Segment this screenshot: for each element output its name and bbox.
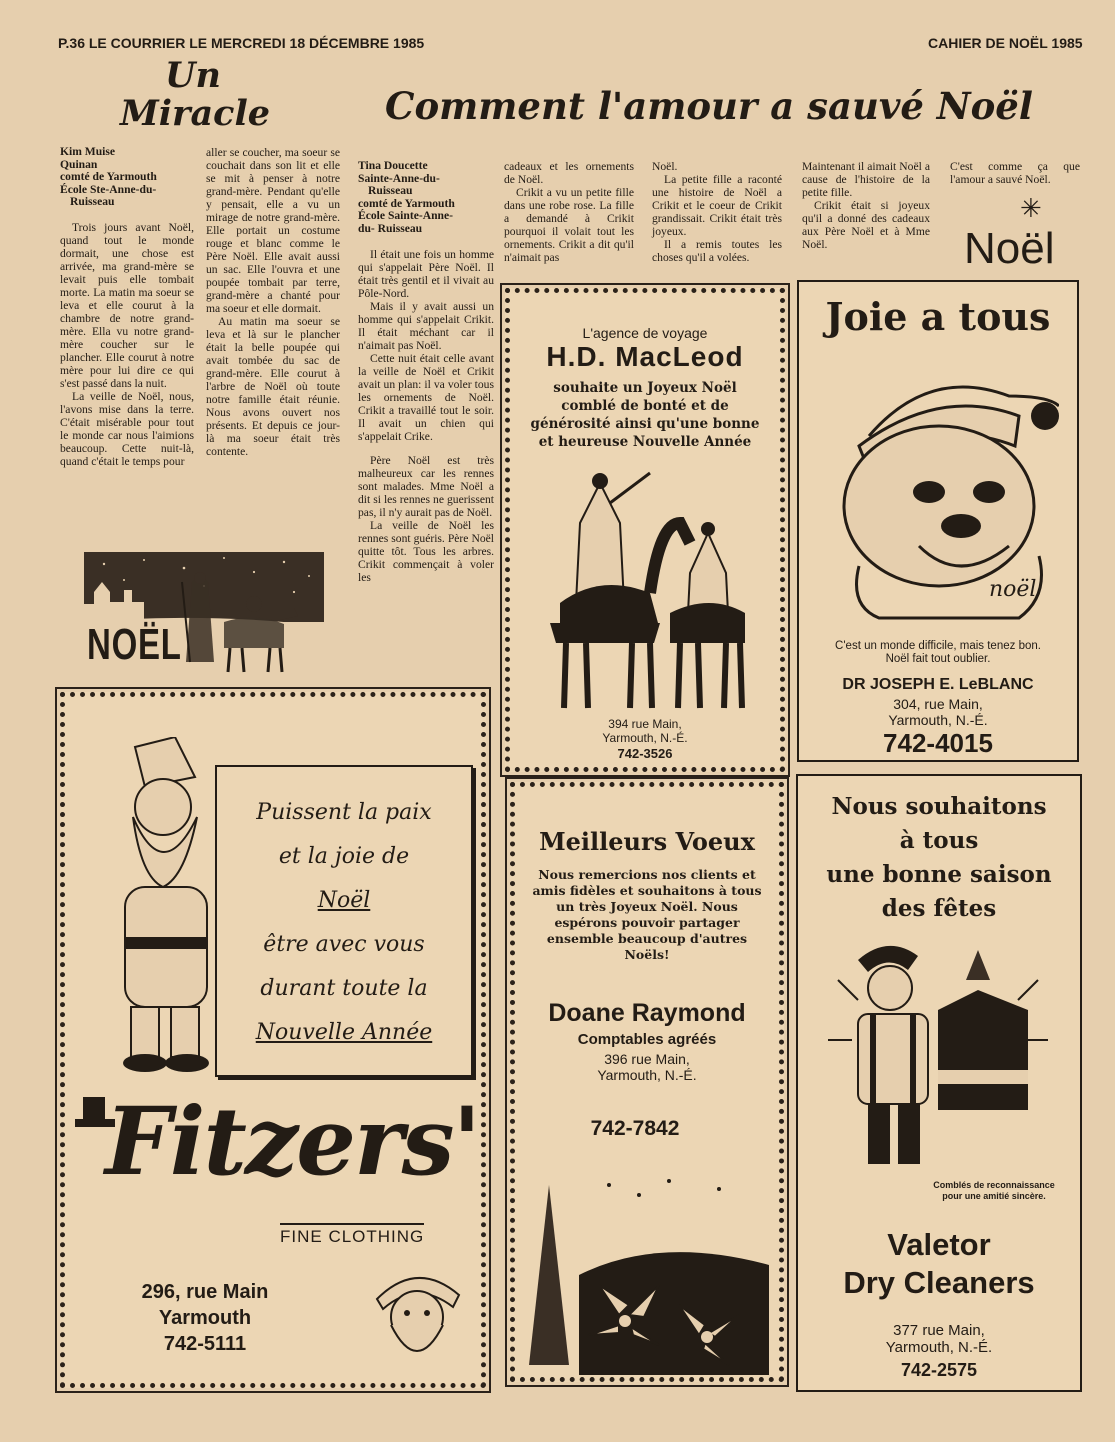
message-line: espérons pouvoir partager xyxy=(554,915,740,930)
paragraph: aller se coucher, ma soeur se couchait dans son lit et elle se mit à penser à notre grand-mère. Pendant qu'elle y pensait, elle a vu un mirage de notre grand-mère. Elle portait un costume rouge et blanc comme le Père Noël. Elle avait aussi un sac. Elle l'ouvra et une poupée tombait par terre, grand-mère a chanté pour ma soeur et elle dormait. xyxy=(206,146,340,315)
address-line: 396 rue Main, xyxy=(604,1051,690,1067)
page-header-right: CAHIER DE NOËL 1985 xyxy=(928,35,1083,51)
message-line: amis fidèles et souhaitons à tous xyxy=(532,883,762,898)
three-kings-illustration xyxy=(540,463,750,713)
ad-fitzers xyxy=(60,692,486,1388)
title-line: à tous xyxy=(899,827,979,854)
article1-column2 xyxy=(206,146,340,458)
address-line: 394 rue Main, xyxy=(608,717,682,731)
article2-column4 xyxy=(802,160,930,251)
paragraph: Cette nuit était celle avant la veille de Noël et Crikit avait un plan: il va voler tous les ornements de Noël. Crikit a travaillé tout le soir. Il avait un chien qui s'appelait Crike. xyxy=(358,351,494,443)
byline-line: Sainte-Anne-du- xyxy=(358,171,440,185)
byline-line: Quinan xyxy=(60,157,98,171)
address-line: 296, rue Main xyxy=(141,1281,269,1303)
santa-illustration xyxy=(105,737,225,1077)
message-line: Noëls! xyxy=(624,947,670,962)
message-line: Nous remercions nos clients et xyxy=(538,867,756,882)
star-icon: ✳ xyxy=(1020,194,1042,224)
article1-column1 xyxy=(60,146,194,468)
poinsettia-illustration xyxy=(519,1165,775,1375)
caption-line: Noël fait tout oublier. xyxy=(885,653,991,665)
bulldog-illustration xyxy=(819,356,1059,624)
message-line: un très Joyeux Noël. Nous xyxy=(556,899,738,914)
svg-text:noël: noël xyxy=(989,577,1037,602)
paragraph: La petite fille a raconté une histoire de Noël a Crikit et le coeur de Crikit grandissait. Crikit était très joyeux. xyxy=(652,173,782,238)
article2-byline xyxy=(358,160,494,236)
ad-macleod xyxy=(505,288,785,772)
ad-valetor-address xyxy=(798,1322,1080,1356)
message-line: Puissent la paix xyxy=(256,800,432,825)
article2-column3 xyxy=(652,160,782,264)
name-line: Valetor xyxy=(887,1227,991,1262)
paragraph: Père Noël est très malheureux car les rennes sont malades. Mme Noël a dit si les rennes ne guerissent pas, il n'y aurait pas de Noël. xyxy=(358,453,494,519)
message-line: comblé de bonté et de xyxy=(561,398,729,414)
ad-valetor-phone: 742-2575 xyxy=(900,1360,978,1380)
ad-macleod-message xyxy=(510,379,780,451)
message-line: ensemble beaucoup d'autres xyxy=(546,931,748,946)
fitzers-phone: 742-5111 xyxy=(163,1333,247,1355)
byline-line: Ruisseau xyxy=(70,195,115,209)
paragraph: cadeaux et les ornements de Noël. xyxy=(504,160,634,186)
address-line: 377 rue Main, xyxy=(893,1322,985,1339)
message-line: et la joie de xyxy=(278,844,410,869)
title-line: une bonne saison xyxy=(826,861,1052,888)
article1-byline xyxy=(60,146,194,209)
byline-line: comté de Yarmouth xyxy=(60,170,157,184)
name-line: Dry Cleaners xyxy=(843,1265,1035,1300)
address-line: 304, rue Main, xyxy=(893,696,983,712)
address-line: Yarmouth, N.-É. xyxy=(597,1067,697,1083)
ad-macleod-phone: 742-3526 xyxy=(617,746,673,761)
page-header-left: P.36 LE COURRIER LE MERCREDI 18 DÉCEMBRE 1985 xyxy=(58,35,425,51)
paragraph: C'est comme ça que l'amour a sauvé Noël. xyxy=(950,160,1080,186)
ad-doane-message xyxy=(515,867,779,963)
caption-line: pour une amitié sincère. xyxy=(942,1191,1046,1201)
article1-title-line2: Miracle xyxy=(120,93,271,134)
ad-macleod-name: H.D. MacLeod xyxy=(546,341,744,372)
message-line: durant toute la xyxy=(260,976,428,1001)
byline-line: École Sainte-Anne- xyxy=(358,209,453,223)
ad-doane-title: Meilleurs Voeux xyxy=(539,827,755,856)
paragraph: La veille de Noël, nous, l'avons mise dans la terre. C'était misérable pour tout le monde car nous l'aimions beaucoup. Cette nuit-là, quand c'était le temps pour xyxy=(60,389,194,468)
ad-doane-phone: 742-7842 xyxy=(590,1117,680,1140)
byline-line: École Ste-Anne-du- xyxy=(60,182,157,196)
ad-valetor xyxy=(796,774,1082,1392)
fitzers-subtitle: FINE CLOTHING xyxy=(280,1223,424,1247)
ad-macleod-line1: L'agence de voyage xyxy=(582,325,708,341)
top-hat-icon xyxy=(75,1095,105,1131)
message-line: souhaite un Joyeux Noël xyxy=(553,380,737,396)
ad-doane-subtitle: Comptables agréés xyxy=(577,1031,717,1048)
fitzers-address xyxy=(105,1279,305,1331)
ad-doane xyxy=(510,782,784,1382)
byline-line: Ruisseau xyxy=(368,184,413,198)
paragraph: Maintenant il aimait Noël a cause de l'histoire de la petite fille. xyxy=(802,160,930,199)
caption-line: Comblés de reconnaissance xyxy=(933,1180,1055,1190)
noel-logo: Noël xyxy=(964,224,1055,273)
paragraph: Mais il y avait aussi un homme qui s'appelait Crikit. Il était méchant car il n'aimait pas Noël. xyxy=(358,299,494,352)
paragraph: Crikit était si joyeux qu'il a donné des cadeaux aux Père Noël et à Mme Noël. xyxy=(802,199,930,251)
address-line: Yarmouth, N.-É. xyxy=(885,1339,993,1356)
paragraph: Trois jours avant Noël, quand tout le monde dormait, une chose est arrivée, ma grand-mère se levait puis elle tombait morte. La matin ma soeur se leva et elle courut à la chambre de notre grand-mère. Ella vu notre grand-mère coucher sur le plancher. Elle courut à notre mère pour lui dire ce qui s'est passé dans la nuit. xyxy=(60,220,194,390)
message-line: générosité ainsi qu'une bonne xyxy=(530,416,760,432)
article2-title: Comment l'amour a sauvé Noël xyxy=(385,84,1033,128)
paragraph: Crikit a vu un petite fille dans une robe rose. La fille a demandé à Crikit pourquoi il volait tout les ornements. Crikit a dit qu'il n'aimait pas xyxy=(504,186,634,264)
message-line: être avec vous xyxy=(263,932,425,957)
ad-doane-name: Doane Raymond xyxy=(548,999,746,1027)
paragraph: Noël. xyxy=(652,160,678,173)
ad-leblanc xyxy=(797,280,1079,762)
ad-leblanc-phone: 742-4015 xyxy=(883,728,993,758)
santa-face-illustration xyxy=(367,1259,467,1369)
ad-valetor-caption xyxy=(910,1180,1078,1202)
paragraph: Il a remis toutes les choses qu'il a volées. xyxy=(652,238,782,264)
message-line: et heureuse Nouvelle Année xyxy=(538,434,752,450)
title-line: Nous souhaitons xyxy=(831,793,1047,820)
message-line: Nouvelle Année xyxy=(255,1020,433,1045)
caption-line: C'est un monde difficile, mais tenez bon. xyxy=(835,640,1041,652)
paragraph: La veille de Noël les rennes sont guéris. Père Noël quitte tôt. Tous les arbres. Crikit commençait à voler les xyxy=(358,518,494,584)
address-line: Yarmouth, N.-É. xyxy=(888,712,988,728)
byline-line: du- Ruisseau xyxy=(358,221,423,235)
ad-leblanc-address xyxy=(799,696,1077,728)
ad-macleod-address xyxy=(510,717,780,745)
ad-leblanc-name: DR JOSEPH E. LeBLANC xyxy=(842,676,1034,693)
paragraph: Il était une fois un homme qui s'appelait Père Noël. Il était très gentil et il vivait au Pôle-Nord. xyxy=(358,247,494,300)
byline-line: Tina Doucette xyxy=(358,159,428,172)
article2-column1 xyxy=(358,160,494,584)
ad-valetor-name xyxy=(798,1226,1080,1302)
ad-doane-address xyxy=(515,1051,779,1083)
nativity-caption: NOËL xyxy=(87,620,182,669)
message-line: Noël xyxy=(317,888,371,913)
address-line: Yarmouth xyxy=(158,1307,252,1329)
paragraph: Au matin ma soeur se leva et là sur le plancher était la belle poupée qui avait tombée du sac de grand-mère. Elle courut à l'arbre de Noël où toute notre famille était réunie. Nous avons ouvert nos présents. Et depuis ce jour-là ma soeur était très contente. xyxy=(206,315,340,458)
address-line: Yarmouth, N.-É. xyxy=(602,731,688,745)
fitzers-message-card xyxy=(215,765,473,1077)
fitzers-message xyxy=(217,767,471,1055)
ad-valetor-title xyxy=(798,790,1080,926)
byline-line: comté de Yarmouth xyxy=(358,196,455,210)
title-line: des fêtes xyxy=(881,895,997,922)
fitzers-brand: Fitzers' xyxy=(105,1087,480,1197)
ad-leblanc-caption xyxy=(799,640,1077,666)
byline-line: Kim Muise xyxy=(60,145,116,158)
article1-title-line1: Un xyxy=(165,55,221,96)
santa-suit-illustration xyxy=(828,940,1048,1170)
article2-column2 xyxy=(504,160,634,264)
ad-leblanc-title: Joie a tous xyxy=(825,294,1051,339)
article2-column5 xyxy=(950,160,1080,186)
